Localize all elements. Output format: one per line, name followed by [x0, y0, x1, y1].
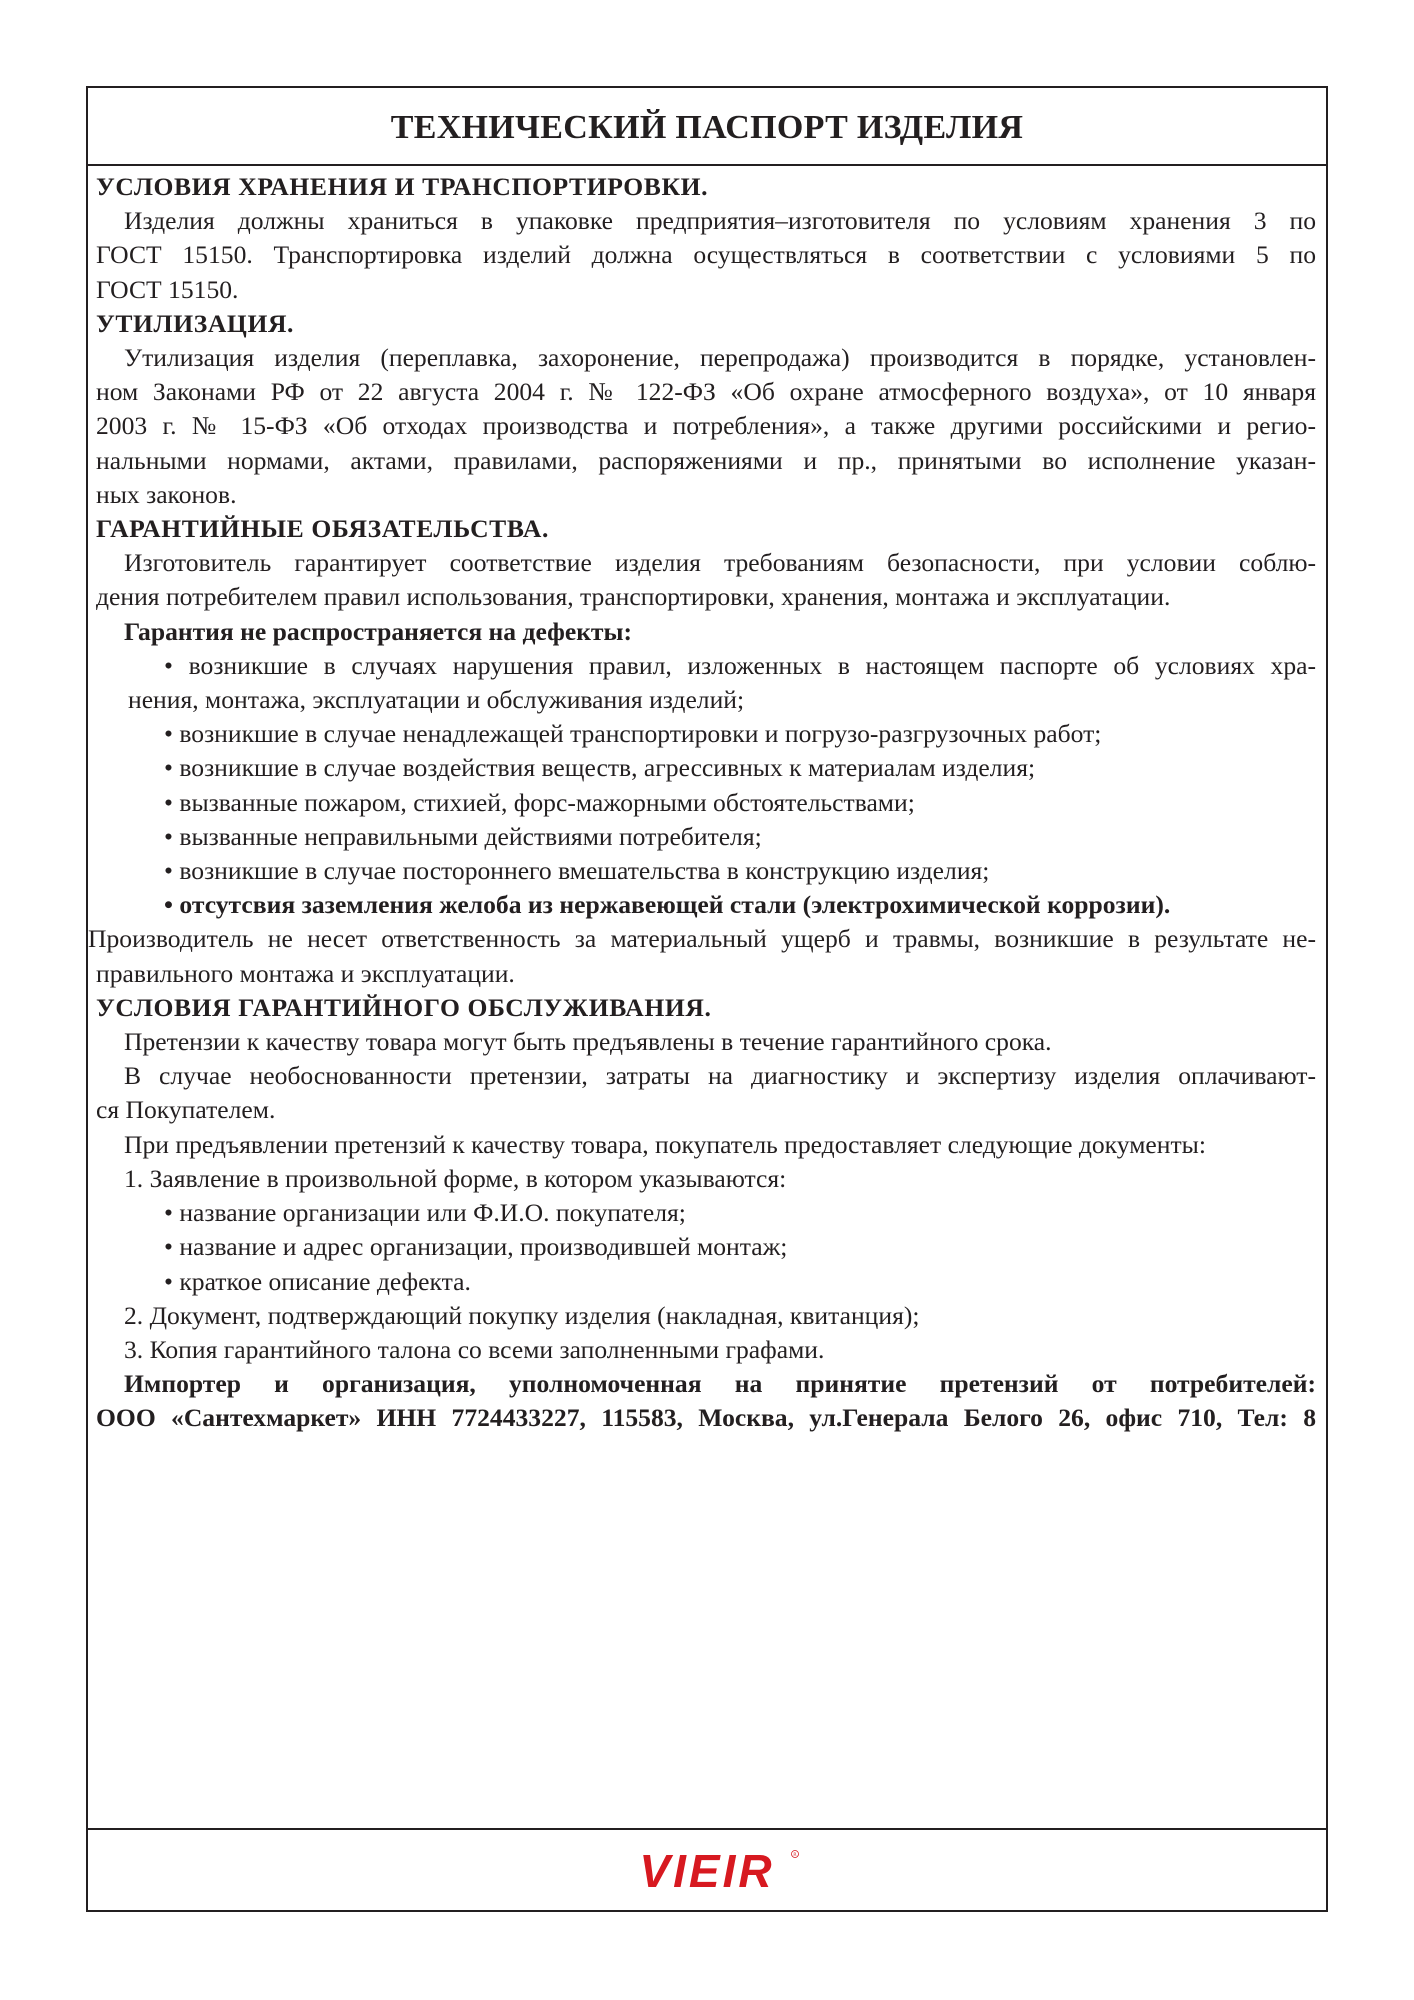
logo-text: VIEIR — [639, 1845, 775, 1896]
document-sub-item: • краткое описание дефекта. — [96, 1265, 1316, 1299]
disposal-text-line: ных законов. — [96, 479, 237, 509]
section-heading-warranty: ГАРАНТИЙНЫЕ ОБЯЗАТЕЛЬСТВА. — [96, 514, 549, 544]
disposal-text-line: ном Законами РФ от 22 августа 2004 г. № 122-ФЗ «Об охране атмосферного воздуха», от 10 января — [96, 377, 1316, 407]
importer-text-line: ООО «Сантехмаркет» ИНН 7724433227, 115583, Москва, ул.Генерала Белого 26, офис 710, Тел: 8 — [96, 1403, 1316, 1433]
vieir-logo — [607, 1844, 807, 1896]
disposal-text-line: нальными нормами, актами, правилами, распоряжениями и пр., принятыми во исполнение указан- — [96, 445, 1316, 475]
warranty-exclusions-title: Гарантия не распространяется на дефекты: — [124, 616, 633, 646]
service-text-line: При предъявлении претензий к качеству товара, покупатель предоставляет следующие документы: — [124, 1129, 1206, 1159]
liability-text-line: Производитель не несет ответственность за материальный ущерб и травмы, возникшие в результате не- — [88, 924, 1316, 954]
footer — [88, 1828, 1326, 1910]
storage-text-line: Изделия должны храниться в упаковке предприятия–изготовителя по условиям хранения 3 по — [124, 206, 1316, 236]
exclusion-item: • возникшие в случае воздействия веществ, агрессивных к материалам изделия; — [96, 751, 1316, 785]
title-bar — [88, 88, 1326, 166]
warranty-text-line: дения потребителем правил использования, транспортировки, хранения, монтажа и эксплуатации. — [96, 582, 1171, 612]
disposal-text-line: 2003 г. № 15-ФЗ «Об отходах производства и потребления», а также другими российскими и регио- — [96, 411, 1316, 441]
importer-text-line: Импортер и организация, уполномоченная на принятие претензий от потребителей: — [124, 1369, 1316, 1399]
document-body — [88, 170, 1317, 1436]
document-list-item: 3. Копия гарантийного талона со всеми заполненными графами. — [124, 1334, 825, 1364]
exclusion-item: • возникшие в случаях нарушения правил, изложенных в настоящем паспорте об условиях хра- — [96, 649, 1316, 683]
document-sub-item: • название и адрес организации, производившей монтаж; — [96, 1230, 1316, 1264]
document-list-item: 2. Документ, подтверждающий покупку изделия (накладная, квитанция); — [124, 1300, 920, 1330]
section-heading-service: УСЛОВИЯ ГАРАНТИЙНОГО ОБСЛУЖИВАНИЯ. — [96, 992, 712, 1022]
exclusion-item: • вызванные пожаром, стихией, форс-мажорными обстоятельствами; — [96, 786, 1316, 820]
registered-mark-letter: R — [793, 1853, 797, 1858]
liability-text-line: правильного монтажа и эксплуатации. — [96, 958, 515, 988]
storage-text-line: ГОСТ 15150. Транспортировка изделий должна осуществляться в соответствии с условиями 5 по — [96, 240, 1316, 270]
section-heading-disposal: УТИЛИЗАЦИЯ. — [96, 308, 295, 338]
service-text-line: Претензии к качеству товара могут быть предъявлены в течение гарантийного срока. — [124, 1027, 1052, 1057]
disposal-text-line: Утилизация изделия (переплавка, захоронение, перепродажа) производится в порядке, установлен- — [124, 343, 1316, 373]
service-text-line: В случае необоснованности претензии, затраты на диагностику и экспертизу изделия оплачивают- — [124, 1061, 1316, 1091]
document-list-item: 1. Заявление в произвольной форме, в котором указываются: — [124, 1163, 787, 1193]
exclusion-item-continuation: нения, монтажа, эксплуатации и обслуживания изделий; — [128, 685, 745, 715]
exclusion-item: • возникшие в случае ненадлежащей транспортировки и погрузо-разгрузочных работ; — [96, 717, 1316, 751]
page-title: ТЕХНИЧЕСКИЙ ПАСПОРТ ИЗДЕЛИЯ — [390, 109, 1024, 146]
passport-frame — [86, 86, 1328, 1912]
storage-text-line: ГОСТ 15150. — [96, 274, 239, 304]
section-heading-storage: УСЛОВИЯ ХРАНЕНИЯ И ТРАНСПОРТИРОВКИ. — [96, 172, 709, 201]
service-text-line: ся Покупателем. — [96, 1095, 276, 1125]
warranty-text-line: Изготовитель гарантирует соответствие изделия требованиям безопасности, при условии соблю- — [124, 548, 1316, 578]
exclusion-item-bold: • отсутсвия заземления желоба из нержавеющей стали (электрохимической коррозии). — [96, 888, 1316, 922]
exclusion-item: • возникшие в случае постороннего вмешательства в конструкцию изделия; — [96, 854, 1316, 888]
exclusion-item: • вызванные неправильными действиями потребителя; — [96, 820, 1316, 854]
document-sub-item: • название организации или Ф.И.О. покупателя; — [96, 1196, 1316, 1230]
